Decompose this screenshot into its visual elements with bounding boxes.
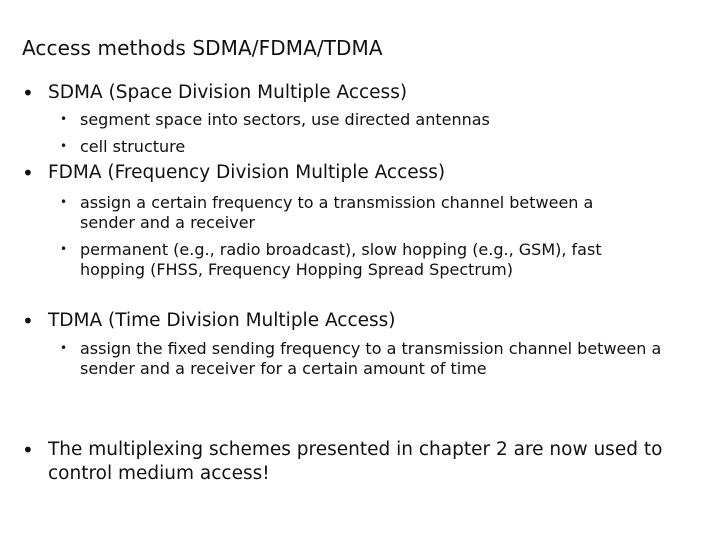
sub-bullet-icon: • — [60, 341, 68, 355]
sub-bullet-sdma-1 — [60, 110, 490, 130]
sub-bullet-icon: • — [60, 139, 68, 153]
sub-bullet-text: assign the fixed sending frequency to a transmission channel between a sender and a receiver for a certain amount of time — [80, 339, 662, 378]
bullet-fdma — [22, 161, 446, 185]
sub-bullet-tdma-1 — [60, 339, 700, 378]
slide-title: Access methods SDMA/FDMA/TDMA — [22, 36, 383, 60]
bullet-conclusion — [22, 438, 698, 486]
sub-bullet-icon: • — [60, 195, 68, 209]
bullet-icon: • — [22, 161, 34, 185]
bullet-heading: FDMA (Frequency Division Multiple Access) — [48, 162, 446, 183]
sub-bullet-text: segment space into sectors, use directed antennas — [80, 110, 490, 129]
bullet-icon: • — [22, 309, 34, 333]
sub-bullet-icon: • — [60, 112, 68, 126]
sub-bullet-text: assign a certain frequency to a transmission channel between a sender and a receiver — [80, 193, 594, 232]
sub-bullet-icon: • — [60, 242, 68, 256]
sub-bullet-fdma-2 — [60, 240, 640, 279]
bullet-heading: TDMA (Time Division Multiple Access) — [48, 310, 396, 331]
sub-bullet-fdma-1 — [60, 193, 640, 232]
bullet-tdma — [22, 309, 396, 333]
bullet-heading: The multiplexing schemes presented in chapter 2 are now used to control medium access! — [48, 439, 663, 484]
sub-bullet-text: permanent (e.g., radio broadcast), slow hopping (e.g., GSM), fast hopping (FHSS, Frequency Hopping Spread Spectrum) — [80, 240, 602, 279]
sub-bullet-sdma-2 — [60, 137, 186, 157]
bullet-sdma — [22, 81, 408, 105]
bullet-icon: • — [22, 81, 34, 105]
sub-bullet-text: cell structure — [80, 137, 186, 156]
bullet-heading: SDMA (Space Division Multiple Access) — [48, 82, 408, 103]
bullet-icon: • — [22, 438, 34, 462]
